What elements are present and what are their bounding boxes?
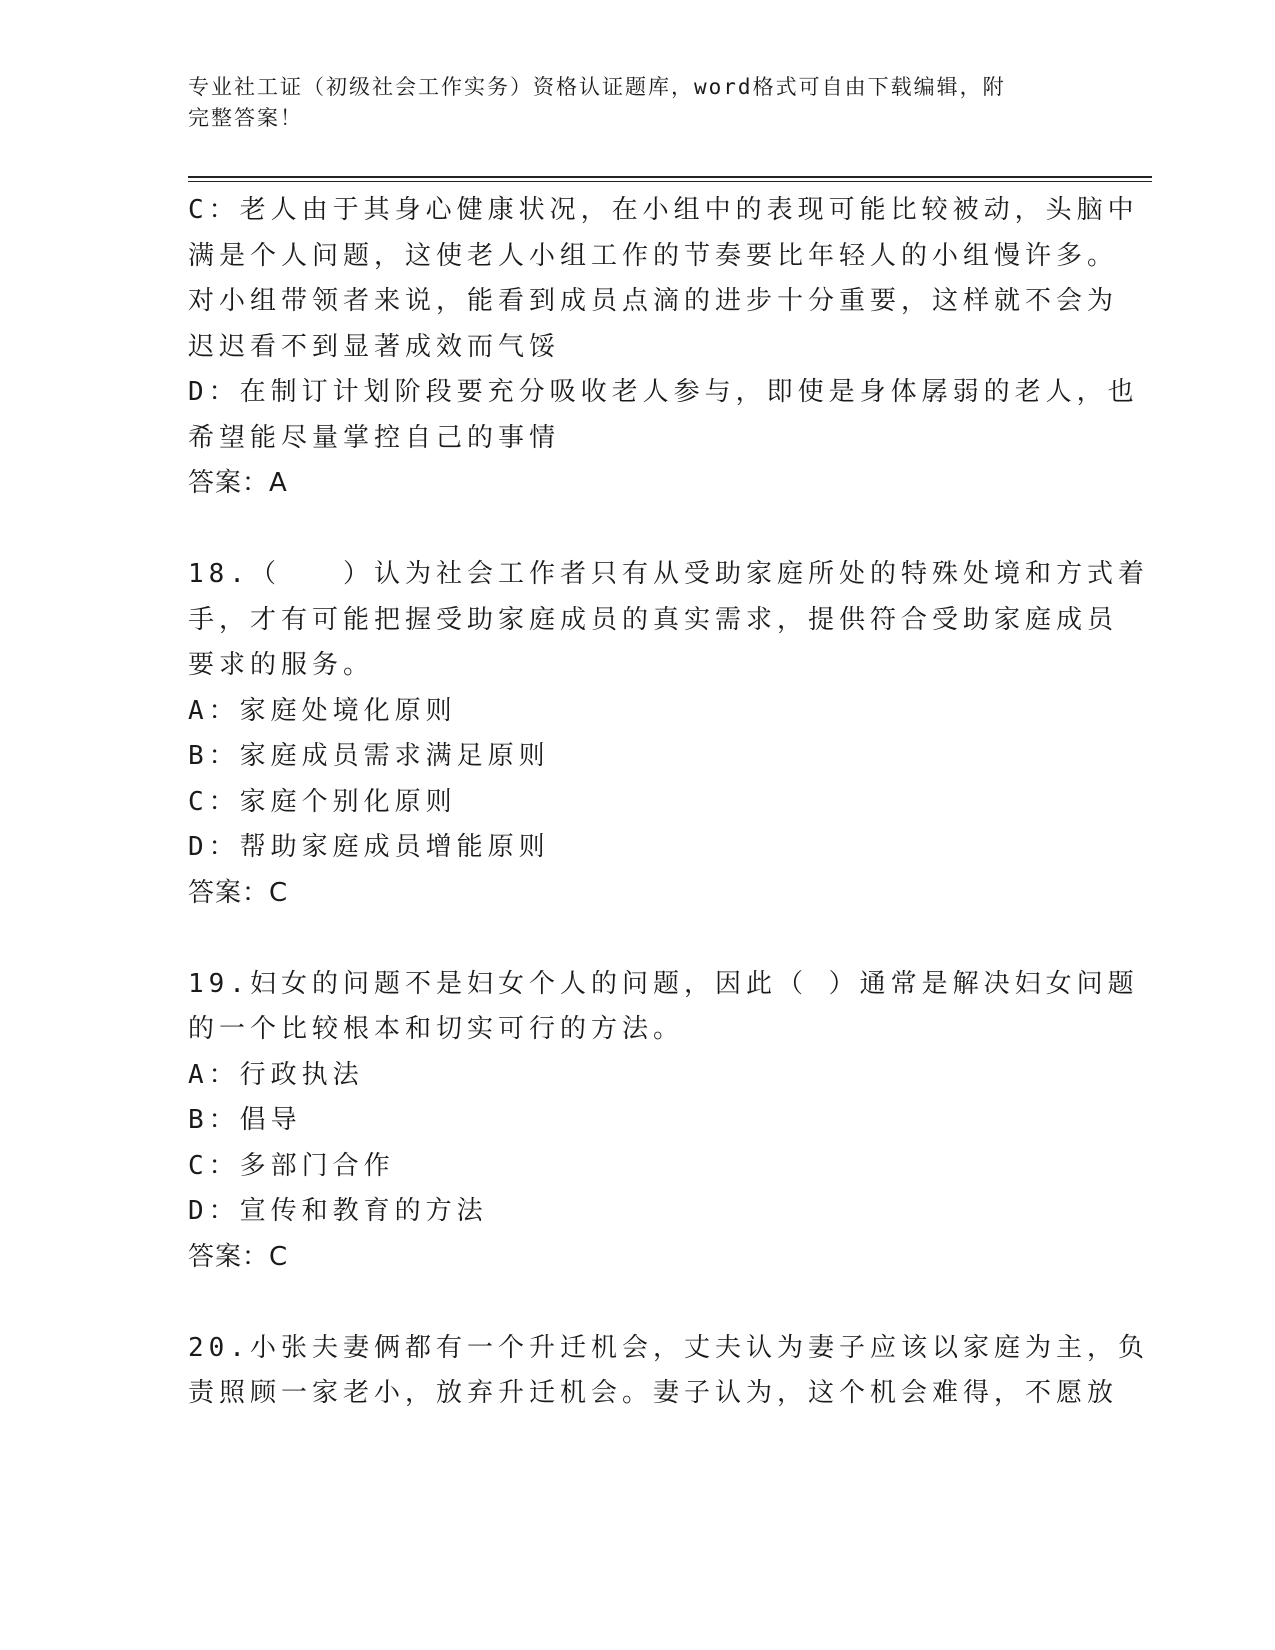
question-stem: 的一个比较根本和切实可行的方法。 [188, 1014, 685, 1044]
option-a: A：行政执法 [188, 1059, 364, 1090]
option-b: B：倡导 [188, 1105, 302, 1135]
header-line: 完整答案！ [188, 106, 303, 130]
question-stem: 20.小张夫妻俩都有一个升迁机会，丈夫认为妻子应该以家庭为主，负 [188, 1332, 1149, 1363]
option-text: 希望能尽量掌控自己的事情 [188, 422, 561, 453]
spacer [188, 916, 1068, 962]
option-b: B：家庭成员需求满足原则 [188, 741, 550, 771]
question-stem: 责照顾一家老小，放弃升迁机会。妻子认为，这个机会难得，不愿放 [188, 1378, 1119, 1408]
option-text: D：在制订计划阶段要充分吸收老人参与，即使是身体孱弱的老人，也 [188, 377, 1139, 407]
question-block [188, 962, 1139, 1281]
question-block [188, 1326, 1149, 1417]
header-line: 专业社工证（初级社会工作实务）资格认证题库，word格式可自由下载编辑，附 [188, 75, 1006, 99]
spacer [188, 507, 1068, 553]
question-stem: 18.（ ）认为社会工作者只有从受助家庭所处的特殊处境和方式着 [188, 559, 1149, 589]
document-body [188, 188, 1149, 1417]
option-text: 对小组带领者来说，能看到成员点滴的进步十分重要，这样就不会为 [188, 286, 1119, 316]
option-c: C：多部门合作 [188, 1150, 395, 1181]
question-block [188, 188, 1139, 507]
option-text: 迟迟看不到显著成效而气馁 [188, 331, 561, 362]
option-a: A：家庭处境化原则 [188, 695, 457, 726]
option-c: C：家庭个别化原则 [188, 786, 457, 817]
option-text: 满是个人问题，这使老人小组工作的节奏要比年轻人的小组慢许多。 [188, 240, 1119, 271]
header-divider [188, 176, 1152, 178]
page-header [188, 72, 1148, 134]
answer-line: 答案：C [188, 1241, 289, 1272]
answer-line: 答案：C [188, 877, 289, 908]
option-text: C：老人由于其身心健康状况，在小组中的表现可能比较被动，头脑中 [188, 195, 1139, 225]
question-block [188, 552, 1149, 916]
answer-line: 答案：A [188, 468, 288, 498]
spacer [188, 1280, 1068, 1326]
option-d: D：帮助家庭成员增能原则 [188, 832, 550, 862]
question-stem: 要求的服务。 [188, 650, 375, 680]
question-stem: 19.妇女的问题不是妇女个人的问题，因此（ ）通常是解决妇女问题 [188, 968, 1139, 999]
question-stem: 手，才有可能把握受助家庭成员的真实需求，提供符合受助家庭成员 [188, 604, 1119, 635]
header-divider-thin [188, 181, 1152, 182]
option-d: D：宣传和教育的方法 [188, 1196, 488, 1226]
